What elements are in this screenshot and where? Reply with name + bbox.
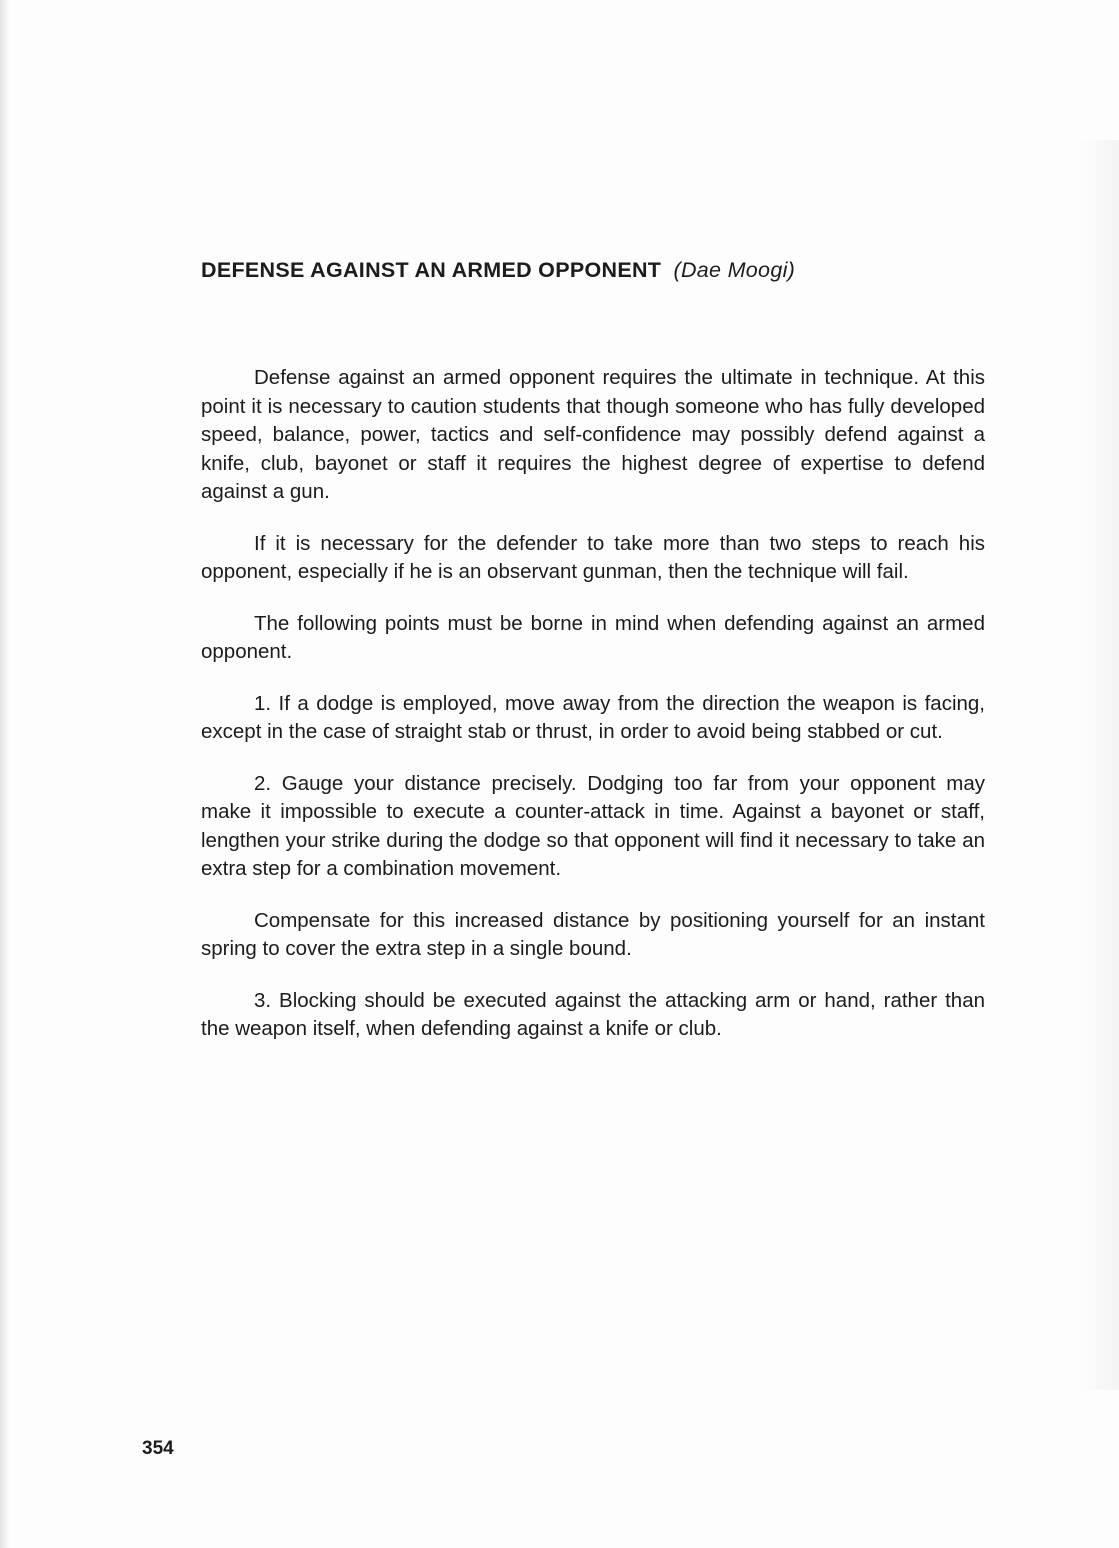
paragraph-point-2: 2. Gauge your distance precisely. Dodging too far from your opponent may make it impossible to execute a counter-attack in time. Against a bayonet or staff, lengthen your strike during the dodge so that opponent will find it necessary to take an extra step for a combination movement. [201, 771, 985, 880]
page-edge-shading [1079, 140, 1119, 1390]
paragraph-point-1: 1. If a dodge is employed, move away from the direction the weapon is facing, except in the case of straight stab or thrust, in order to avoid being stabbed or cut. [201, 691, 985, 743]
binding-shadow [0, 0, 10, 1548]
paragraph-point-3: 3. Blocking should be executed against the attacking arm or hand, rather than the weapon itself, when defending against a knife or club. [201, 988, 985, 1040]
heading-title: DEFENSE AGAINST AN ARMED OPPONENT [201, 258, 662, 282]
paragraph-points-intro: The following points must be borne in mind when defending against an armed opponent. [201, 611, 985, 663]
body-text [201, 364, 985, 1067]
paragraph-intro: Defense against an armed opponent requires the ultimate in technique. At this point it is necessary to caution students that though someone who has fully developed speed, balance, power, tactics and self-confidence may possibly defend against a knife, club, bayonet or staff it requires the highest degree of expertise to defend against a gun. [201, 366, 985, 503]
section-heading [201, 258, 1001, 283]
paragraph-steps-warning: If it is necessary for the defender to take more than two steps to reach his opponent, especially if he is an observant gunman, then the technique will fail. [201, 531, 985, 583]
paragraph-compensate: Compensate for this increased distance by positioning yourself for an instant spring to cover the extra step in a single bound. [201, 908, 985, 960]
heading-subtitle: (Dae Moogi) [673, 258, 796, 282]
page-number: 354 [142, 1438, 174, 1459]
